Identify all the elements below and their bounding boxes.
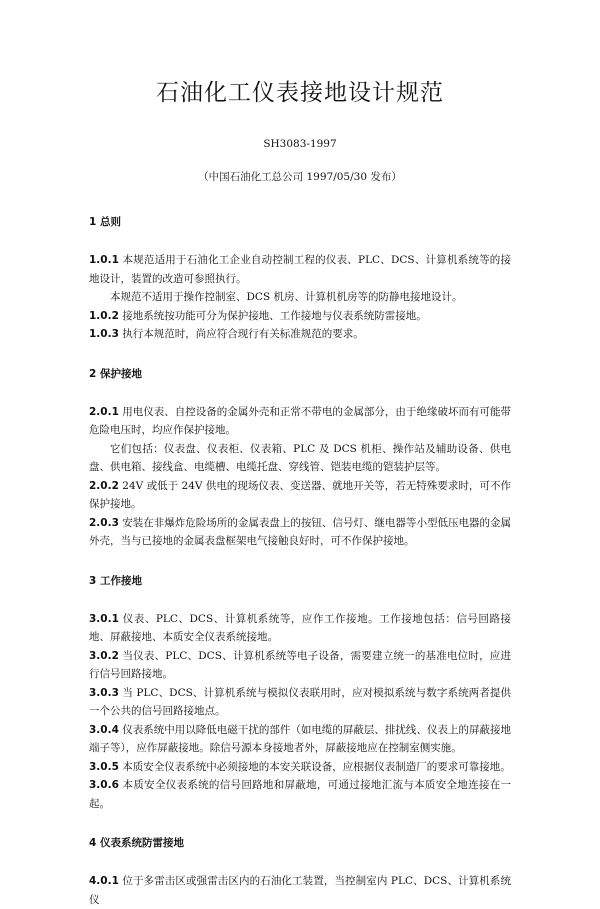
section-heading: 3 工作接地 xyxy=(89,574,142,587)
clause-text: 位于多雷击区或强雷击区内的石油化工装置，当控制室内 PLC、DCS、计算机系统仪 xyxy=(89,875,511,906)
publisher-note: （中国石油化工总公司 1997/05/30 发布） xyxy=(198,171,402,183)
clause-paragraph xyxy=(89,776,511,813)
clause-paragraph xyxy=(89,514,511,551)
section xyxy=(89,571,511,834)
clause-text: 用电仪表、自控设备的金属外壳和正常不带电的金属部分，由于绝缘破坏而有可能带危险电压时，均应作保护接地。 xyxy=(89,405,511,436)
section xyxy=(89,833,511,909)
clause-number: 3.0.6 xyxy=(89,779,119,791)
clause-text: 当 PLC、DCS、计算机系统与模拟仪表联用时，应对模拟系统与数字系统两者提供一个公共的信号回路接地点。 xyxy=(89,686,511,717)
clause-paragraph xyxy=(89,325,511,344)
section-gap xyxy=(89,344,511,364)
section xyxy=(89,212,511,364)
section-heading: 1 总则 xyxy=(89,216,121,228)
document-title: 石油化工仪表接地设计规范 xyxy=(156,80,444,106)
section-gap xyxy=(89,551,511,571)
clause-text: 执行本规范时，尚应符合现行有关标准规范的要求。 xyxy=(118,328,364,340)
clause-paragraph xyxy=(89,288,511,307)
clause-paragraph xyxy=(89,440,511,477)
clause-paragraph xyxy=(89,610,511,647)
clause-text: 仪表系统中用以降低电磁干扰的部件（如电缆的屏蔽层、排扰线、仪表上的屏蔽接地端子等），应作屏蔽接地。除信号源本身接地者外，屏蔽接地应在控制室侧实施。 xyxy=(89,723,511,754)
section-heading: 2 保护接地 xyxy=(89,367,142,380)
clause-text: 本质安全仪表系统的信号回路地和屏蔽地，可通过接地汇流与本质安全地连接在一起。 xyxy=(89,779,511,810)
clause-number: 3.0.1 xyxy=(89,612,119,625)
clause-paragraph xyxy=(89,307,511,326)
document-body xyxy=(89,212,511,909)
clause-text: 当仪表、PLC、DCS、计算机系统等电子设备，需要建立统一的基准电位时，应进行信号回路接地。 xyxy=(89,649,511,680)
clause-paragraph xyxy=(89,647,511,684)
clause-text: 它们包括：仪表盘、仪表柜、仪表箱、PLC 及 DCS 机柜、操作站及辅助设备、供电盘、供电箱、接线盒、电缆槽、电缆托盘、穿线管、铠装电缆的铠装护层等。 xyxy=(89,442,511,473)
clause-number: 4.0.1 xyxy=(89,875,119,887)
clause-number: 3.0.3 xyxy=(89,686,119,699)
section-gap xyxy=(89,813,511,833)
section-heading: 4 仪表系统防雷接地 xyxy=(89,837,184,849)
clause-number: 2.0.2 xyxy=(89,479,119,492)
clause-paragraph xyxy=(89,758,511,777)
clause-text: 本规范不适用于操作控制室、DCS 机房、计算机机房等的防静电接地设计。 xyxy=(110,291,463,303)
clause-number: 2.0.1 xyxy=(89,405,119,418)
clause-paragraph xyxy=(89,721,511,758)
clause-text: 本规范适用于石油化工企业自动控制工程的仪表、PLC、DCS、计算机系统等的接地设计，装置的改造可参照执行。 xyxy=(89,254,511,285)
clause-paragraph xyxy=(89,403,511,440)
clause-number: 1.0.3 xyxy=(89,328,119,340)
clause-paragraph xyxy=(89,477,511,514)
clause-paragraph xyxy=(89,872,511,909)
clause-text: 本质安全仪表系统中必须接地的本安关联设备，应根据仪表制造厂的要求可靠接地。 xyxy=(118,760,511,773)
clause-number: 2.0.3 xyxy=(89,516,119,529)
clause-text: 仪表、PLC、DCS、计算机系统等，应作工作接地。工作接地包括：信号回路接地、屏蔽接地、本质安全仪表系统接地。 xyxy=(89,612,511,643)
clause-text: 安装在非爆炸危险场所的金属表盘上的按钮、信号灯、继电器等小型低压电器的金属外壳，当与已接地的金属表盘框架电气接触良好时，可不作保护接地。 xyxy=(89,516,511,547)
clause-text: 24V 或低于 24V 供电的现场仪表、变送器、就地开关等，若无特殊要求时，可不作保护接地。 xyxy=(89,479,511,510)
clause-paragraph xyxy=(89,251,511,288)
clause-number: 1.0.2 xyxy=(89,309,119,322)
clause-number: 3.0.4 xyxy=(89,723,119,736)
section xyxy=(89,364,511,571)
standard-code: SH3083-1997 xyxy=(263,138,337,150)
clause-paragraph xyxy=(89,684,511,721)
clause-number: 3.0.2 xyxy=(89,649,119,662)
clause-number: 3.0.5 xyxy=(89,760,119,773)
clause-number: 1.0.1 xyxy=(89,254,119,266)
clause-text: 接地系统按功能可分为保护接地、工作接地与仪表系统防雷接地。 xyxy=(118,309,427,322)
